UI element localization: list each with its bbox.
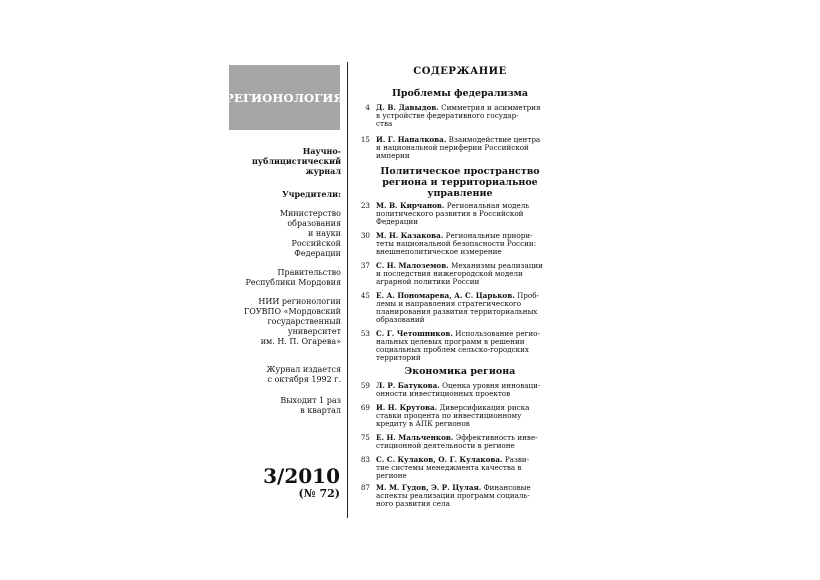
issue-number: 3/2010 — [263, 464, 340, 488]
toc-entry-author: Е. А. Пономарева, А. С. Царьков. — [376, 291, 515, 300]
founder-government: Правительство Республики Мордовия — [245, 268, 341, 287]
toc-entry-author: Д. В. Давыдов. — [376, 103, 439, 112]
toc-title: СОДЕРЖАНИЕ — [413, 66, 507, 77]
toc-entry[interactable]: 37 С. Н. Малоземов. Механизмы реализации и последствия нижегородской модели аграрной политики России — [360, 261, 543, 286]
toc-section-heading: Проблемы федерализма — [391, 88, 529, 99]
toc-entry-author: М. Н. Казакова. — [376, 231, 444, 240]
toc-entry-author: С. Н. Малоземов. — [376, 261, 449, 270]
toc-entry-page: 83 — [360, 455, 370, 464]
founder-ministry: Министерство образования и науки Российской Федерации — [279, 209, 341, 258]
column-divider — [347, 62, 348, 518]
toc-entry[interactable]: 59 Л. Р. Батукова. Оценка уровня инноваци- онности инвестиционных проектов — [360, 381, 541, 398]
toc-entry-author: И. Г. Напалкова. — [376, 135, 447, 144]
toc-entry-page: 75 — [360, 433, 370, 442]
toc-section-heading: Экономика региона — [404, 366, 516, 377]
toc-entry[interactable]: 45 Е. А. Пономарева, А. С. Царьков. Проб- лемы и направления стратегического планирования развития территориальных образований — [360, 291, 539, 324]
journal-title: РЕГИОНОЛОГИЯ — [225, 90, 344, 105]
toc-entry-author: И. Н. Крутова. — [376, 403, 438, 412]
toc-entry-author: С. Г. Четошников. — [376, 329, 453, 338]
toc-entry-page: 59 — [360, 381, 370, 390]
toc-entry-page: 37 — [360, 261, 370, 270]
toc-entry-author: М. М. Гудов, Э. Р. Цулая. — [376, 483, 482, 492]
toc-entry[interactable]: 23 М. В. Кирчанов. Региональная модель политического развития в Российской Федерации — [360, 201, 530, 226]
toc-entry-page: 45 — [360, 291, 370, 300]
toc-entry[interactable]: 75 Е. Н. Мальченков. Эффективность инве- стиционной деятельности в регионе — [360, 433, 538, 450]
founders-label: Учредители: — [282, 189, 341, 199]
toc-entry-author: Е. Н. Мальченков. — [376, 433, 454, 442]
toc-entry-page: 53 — [360, 329, 370, 338]
toc-entry[interactable]: 30 М. Н. Казакова. Региональные приори- теты национальной безопасности России: внешнеполитическое измерение — [360, 231, 537, 256]
toc-entry[interactable]: 4 Д. В. Давыдов. Симметрия и асимметрия в устройстве федеративного государ- ства — [360, 104, 560, 128]
toc-entry-page: 87 — [360, 483, 370, 492]
toc-section-heading: Политическое пространство региона и территориальное управление — [380, 166, 540, 199]
issue-block — [263, 465, 340, 500]
toc-entry-page: 4 — [365, 103, 370, 112]
founder-institute: НИИ регионологии ГОУВПО «Мордовский государственный университет им. Н. П. Огарева» — [243, 297, 341, 346]
toc-entry-page: 23 — [360, 201, 370, 210]
toc-entry-author: Л. Р. Батукова. — [376, 381, 440, 390]
journal-type: Научно- публицистический журнал — [252, 146, 341, 176]
toc-entry[interactable]: 83 С. С. Кулаков, О. Г. Кулакова. Разви- тие системы менеджмента качества в регионе — [360, 455, 530, 480]
toc-entry-page: 69 — [360, 403, 370, 412]
toc-entry[interactable]: 15 И. Г. Напалкова. Взаимодействие центра и национальной периферии Российской империи — [360, 135, 541, 160]
toc-entry[interactable]: 69 И. Н. Крутова. Диверсификация риска ставки процента по инвестиционному кредиту в АПК регионов — [360, 403, 530, 428]
toc-entry[interactable]: 87 М. М. Гудов, Э. Р. Цулая. Финансовые аспекты реализации программ социаль- ного развития села — [360, 483, 531, 508]
publication-frequency: Выходит 1 раз в квартал — [280, 396, 341, 415]
published-since: Журнал издается с октября 1992 г. — [266, 365, 341, 384]
toc-entry[interactable]: 53 С. Г. Четошников. Использование регио- нальных целевых программ в решении социальных проблем сельско-городских территорий — [360, 329, 540, 362]
toc-entry-page: 30 — [360, 231, 370, 240]
toc-entry-page: 15 — [360, 135, 370, 144]
toc-entry-author: С. С. Кулаков, О. Г. Кулакова. — [376, 455, 503, 464]
issue-serial: (№ 72) — [298, 487, 340, 500]
journal-logo — [225, 65, 344, 130]
toc-entry-author: М. В. Кирчанов. — [376, 201, 445, 210]
